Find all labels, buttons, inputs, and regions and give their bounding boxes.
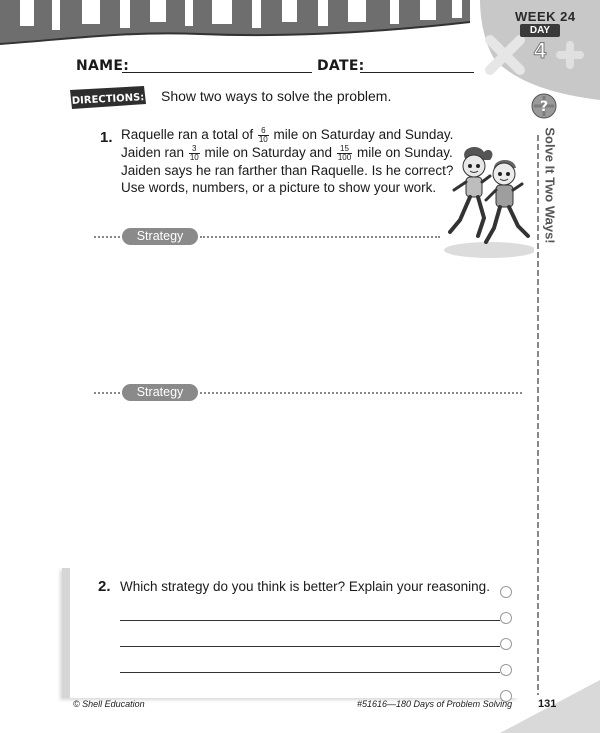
binder-ring [500, 612, 512, 624]
week-label: WEEK 24 [515, 9, 576, 24]
name-field[interactable] [122, 72, 312, 73]
side-tab-title: Solve It Two Ways! [542, 127, 558, 244]
date-field[interactable] [360, 72, 474, 73]
strategy2-dots-right [200, 392, 522, 394]
name-label: NAME: [76, 58, 130, 74]
answer-line[interactable] [120, 646, 500, 647]
strategy1-dots-left [94, 236, 124, 238]
day-label: DAY [520, 24, 560, 37]
svg-text:?: ? [539, 99, 549, 115]
p1-l1-before: Raquelle ran a total of [121, 127, 254, 142]
frac3-denominator: 100 [337, 152, 352, 162]
page-number: 131 [538, 698, 557, 710]
p1-l2-before: Jaiden ran [121, 144, 185, 160]
strategy1-dots-right [200, 236, 440, 238]
strategy1-workspace[interactable] [94, 252, 524, 382]
frac3-numerator: 15 [337, 145, 352, 154]
fraction-three-tenths [189, 145, 200, 162]
p1-l2-middle: mile on Saturday and [204, 144, 333, 160]
problem2-number: 2. [98, 578, 111, 595]
problem1-line4: Use words, numbers, or a picture to show your work. [121, 179, 437, 195]
runners-illustration [438, 140, 538, 260]
strategy2-pill: Strategy 2 [122, 384, 198, 401]
problem1-text [121, 126, 453, 196]
problem1-line1 [121, 126, 453, 144]
binder-ring [500, 638, 512, 650]
frac1-numerator: 6 [258, 127, 269, 136]
footer-copyright: © Shell Education [73, 699, 145, 709]
binder-ring [500, 664, 512, 676]
footer-book: #51616—180 Days of Problem Solving [357, 699, 513, 709]
answer-line[interactable] [120, 672, 500, 673]
directions-text: Show two ways to solve the problem. [161, 88, 392, 104]
strategy2-workspace[interactable] [94, 408, 524, 558]
fraction-fifteen-hundredths [337, 145, 352, 162]
problem1-number: 1. [100, 129, 113, 146]
date-label: DATE: [317, 58, 365, 74]
directions-badge-label: DIRECTIONS: [71, 92, 145, 107]
binder-ring [500, 586, 512, 598]
directions-badge [68, 84, 148, 110]
problem2-text: Which strategy do you think is better? Explain your reasoning. [120, 579, 490, 594]
frac2-numerator: 3 [189, 145, 200, 154]
problem2-box [62, 568, 518, 698]
strategy1-pill: Strategy 1 [122, 228, 198, 245]
problem1-line2 [121, 144, 453, 162]
fraction-six-tenths [258, 127, 269, 144]
answer-line[interactable] [120, 620, 500, 621]
frac1-denominator: 10 [258, 134, 268, 144]
p1-l1-after: mile on Saturday and Sunday. [273, 127, 454, 142]
p1-l2-after: mile on Sunday. [356, 144, 453, 160]
problem1-line3: Jaiden says he ran farther than Raquelle. Is he correct? [121, 162, 454, 178]
strategy2-dots-left [94, 392, 124, 394]
frac2-denominator: 10 [189, 152, 199, 162]
day-number: 4 [533, 38, 547, 63]
